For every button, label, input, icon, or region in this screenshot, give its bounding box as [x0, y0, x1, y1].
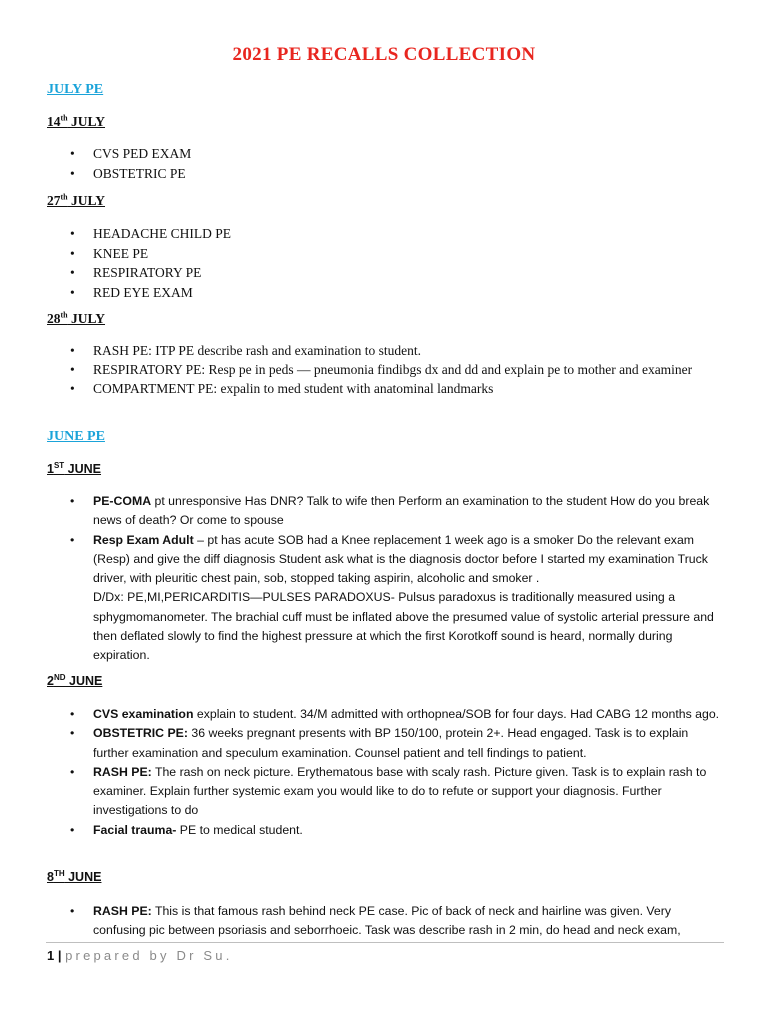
- list-14-july: [47, 144, 727, 183]
- item-text: pt unresponsive Has DNR? Talk to wife then Perform an examination to the student How do you break news of death? Or come to spouse: [93, 494, 710, 528]
- date-heading-27-july: [47, 193, 105, 209]
- item-bold-label: PE-COMA: [93, 494, 152, 508]
- item-text: explain to student. 34/M admitted with orthopnea/SOB for four days. Had CABG 12 months ago.: [193, 707, 720, 721]
- list-item: • RESPIRATORY PE: [47, 263, 727, 283]
- list-item: • HEADACHE CHILD PE: [47, 224, 727, 244]
- list-28-july: [47, 342, 727, 398]
- date-suffix: th: [60, 192, 68, 202]
- date-heading-1-june: [47, 462, 101, 476]
- date-month: JULY: [67, 311, 106, 326]
- list-item: • RESPIRATORY PE: Resp pe in peds — pneumonia findibgs dx and dd and explain pe to mother and examiner: [47, 361, 727, 379]
- item-bold-label: OBSTETRIC PE:: [93, 726, 188, 741]
- section-heading-june: JUNE PE: [47, 429, 105, 444]
- list-item: [47, 531, 727, 666]
- list-1-june: [47, 492, 727, 666]
- date-day: 28: [47, 311, 61, 326]
- date-day: 2: [47, 674, 54, 688]
- list-item: [47, 705, 727, 724]
- item-bold-label: Resp Exam Adult: [93, 532, 194, 547]
- item-text: This is that famous rash behind neck PE case. Pic of back of neck and hairline was given. Very confusing pic between psoriasis and seborrhoeic. Task was describe rash in 2 min, do head and neck exam,: [93, 904, 681, 938]
- list-27-july: [47, 224, 727, 302]
- date-heading-2-june: [47, 674, 102, 688]
- item-text: The rash on neck picture. Erythematous base with scaly rash. Picture given. Task is to explain rash to examiner. Explain further systemic exam you would like to do to refute or support your diagnosis. Further investigations to do: [93, 764, 707, 818]
- date-day: 1: [47, 462, 54, 476]
- date-suffix: th: [60, 310, 68, 320]
- date-day: 14: [47, 114, 61, 129]
- date-suffix: th: [60, 113, 68, 123]
- list-2-june: [47, 705, 727, 840]
- footer-separator: |: [54, 948, 66, 963]
- date-suffix: ND: [53, 672, 66, 682]
- date-month: JUNE: [64, 462, 102, 476]
- list-item: [47, 763, 727, 821]
- date-heading-14-july: [47, 114, 105, 130]
- date-suffix: ST: [53, 460, 65, 470]
- item-bold-label: RASH PE:: [93, 764, 152, 779]
- item-bold-label: RASH PE:: [93, 904, 152, 918]
- date-month: JUNE: [64, 870, 102, 884]
- item-bold-label: Facial trauma-: [93, 822, 177, 837]
- item-text: 36 weeks pregnant presents with BP 150/100, protein 2+. Head engaged. Task is to explain further examination and speculum examination. Counsel patient and tell findings to patient.: [93, 726, 689, 760]
- document-title: 2021 PE RECALLS COLLECTION: [232, 44, 536, 65]
- date-heading-28-july: [47, 311, 105, 327]
- item-text: PE to medical student.: [176, 822, 303, 837]
- list-item: [47, 821, 727, 840]
- footer-divider: [46, 942, 724, 943]
- item-bold-label: CVS examination: [93, 707, 194, 721]
- date-month: JULY: [67, 114, 106, 129]
- date-month: JUNE: [65, 674, 103, 688]
- list-item: [47, 902, 727, 940]
- date-month: JULY: [67, 193, 106, 208]
- list-item: [47, 724, 727, 763]
- date-heading-8-june: [47, 870, 101, 884]
- list-item: • KNEE PE: [47, 244, 727, 264]
- date-day: 8: [47, 870, 54, 884]
- section-heading-july: JULY PE: [47, 82, 104, 97]
- page-footer: [47, 948, 233, 963]
- list-item: • CVS PED EXAM: [47, 144, 727, 164]
- item-text-continued: D/Dx: PE,MI,PERICARDITIS—PULSES PARADOXUS- Pulsus paradoxus is traditionally measured using a sphygmomanometer. The brachial cuff must be inflated above the presumed value of systolic arterial pressure and then deflated slowly to find the highest pressure at which the first Korotkoff sound is heard, normally during expiration.: [93, 590, 714, 663]
- item-text: – pt has acute SOB had a Knee replacement 1 week ago is a smoker Do the relevant exam (Resp) and give the diff diagnosis Student ask what is the diagnosis doctor before I started my examination Truck driver, with pleuritic chest pain, sob, stopped taking aspirin, alcoholic and smoker .: [93, 532, 708, 586]
- page-number: 1: [47, 948, 55, 963]
- list-item: • RASH PE: ITP PE describe rash and examination to student.: [47, 342, 727, 360]
- list-item: [47, 492, 727, 531]
- footer-prepared-by: prepared by Dr Su.: [65, 948, 233, 963]
- list-item: • OBSTETRIC PE: [47, 164, 727, 184]
- list-item: • RED EYE EXAM: [47, 283, 727, 303]
- list-item: • COMPARTMENT PE: expalin to med student with anatominal landmarks: [47, 380, 727, 398]
- list-8-june: [47, 902, 727, 940]
- date-day: 27: [47, 193, 61, 208]
- date-suffix: TH: [53, 868, 65, 878]
